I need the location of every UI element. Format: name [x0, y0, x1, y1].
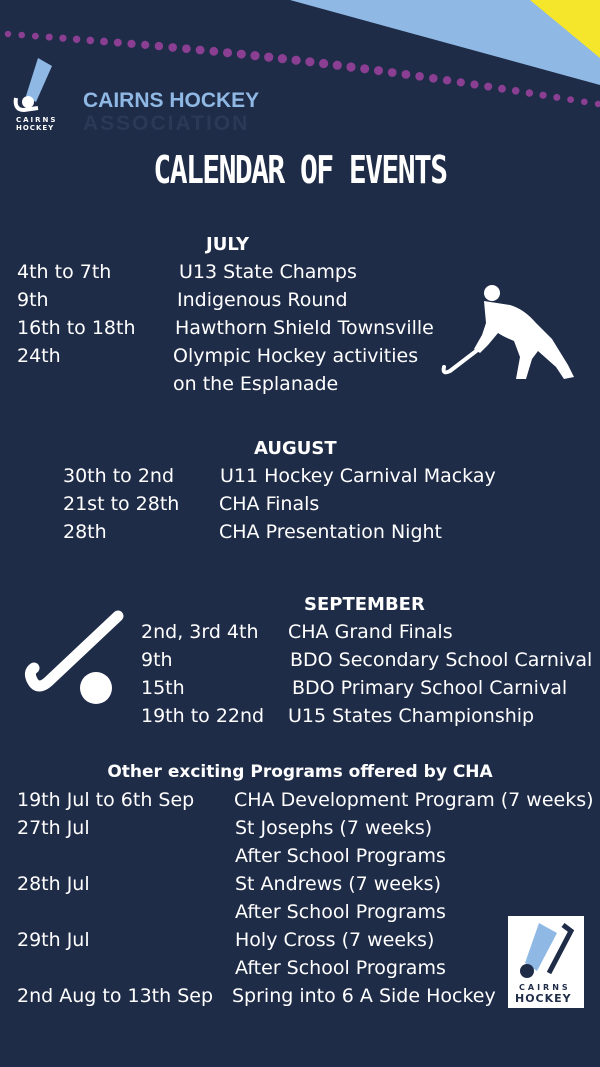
august-date: 21st to 28th: [63, 493, 180, 515]
dot: [360, 64, 369, 73]
august-date: 28th: [63, 521, 107, 543]
hockey-player-icon: [440, 283, 580, 383]
dot: [141, 41, 149, 49]
dot: [250, 51, 259, 60]
program-event: After School Programs: [235, 901, 446, 923]
dot: [415, 72, 424, 81]
dot: [429, 74, 438, 83]
dot: [278, 54, 287, 63]
july-date: 4th to 7th: [17, 261, 112, 283]
program-event: Spring into 6 A Side Hockey: [232, 985, 496, 1007]
dot: [346, 62, 355, 71]
dot: [73, 36, 80, 43]
dot: [59, 35, 66, 42]
dot: [581, 99, 588, 106]
september-event: BDO Secondary School Carnival: [290, 649, 593, 671]
july-event: Indigenous Round: [177, 289, 348, 311]
heading-programs: Other exciting Programs offered by CHA: [107, 762, 493, 782]
logo-subtitle: ASSOCIATION: [83, 112, 250, 135]
dot: [333, 61, 342, 70]
dot: [567, 96, 574, 103]
september-date: 15th: [141, 677, 185, 699]
program-event: After School Programs: [235, 957, 446, 979]
september-event: CHA Grand Finals: [288, 621, 453, 643]
dot: [100, 38, 108, 46]
dot: [595, 101, 600, 107]
dot: [388, 68, 397, 77]
program-date: 27th Jul: [17, 817, 90, 839]
dot: [5, 31, 11, 37]
dot: [484, 83, 492, 91]
program-date: 29th Jul: [17, 929, 90, 951]
july-date: 24th: [17, 345, 61, 367]
program-date: 28th Jul: [17, 873, 90, 895]
september-event: U15 States Championship: [288, 705, 535, 727]
dot: [196, 46, 205, 55]
dot: [526, 89, 533, 96]
program-event: St Andrews (7 weeks): [235, 873, 441, 895]
program-event: After School Programs: [235, 845, 446, 867]
logo-title: CAIRNS HOCKEY: [83, 89, 260, 112]
august-event: CHA Finals: [219, 493, 320, 515]
program-event: Holy Cross (7 weeks): [235, 929, 435, 951]
july-date: 16th to 18th: [17, 317, 136, 339]
dot: [319, 59, 328, 68]
september-date: 19th to 22nd: [141, 705, 265, 727]
dot: [457, 78, 465, 86]
badge-text-2: HOCKEY: [515, 992, 572, 1005]
logo-badge: [508, 916, 584, 1008]
heading-august: AUGUST: [254, 438, 337, 459]
program-event: CHA Development Program (7 weeks): [234, 789, 594, 811]
logo-small-text-2: HOCKEY: [16, 124, 55, 132]
dot: [470, 80, 478, 88]
dot: [155, 42, 163, 50]
dot: [553, 94, 560, 101]
august-event: U11 Hockey Carnival Mackay: [220, 465, 496, 487]
program-date: 2nd Aug to 13th Sep: [17, 985, 214, 1007]
heading-july: JULY: [206, 234, 250, 255]
dot: [512, 87, 520, 95]
heading-september: SEPTEMBER: [304, 594, 425, 615]
july-event: U13 State Champs: [179, 261, 357, 283]
dot: [18, 32, 25, 39]
program-date: 19th Jul to 6th Sep: [17, 789, 195, 811]
dot: [540, 92, 547, 99]
august-date: 30th to 2nd: [63, 465, 175, 487]
page-title: CALENDAR OF EVENTS: [153, 148, 447, 192]
dot: [443, 76, 451, 84]
badge-text-1: CAIRNS: [519, 983, 571, 992]
dot: [46, 34, 53, 41]
july-event: Hawthorn Shield Townsville: [175, 317, 434, 339]
july-date: 9th: [17, 289, 49, 311]
dot: [374, 66, 383, 75]
september-date: 2nd, 3rd 4th: [141, 621, 259, 643]
dot: [209, 47, 218, 56]
cairns-hockey-logo-icon: [509, 917, 583, 983]
dot: [114, 39, 122, 47]
dot: [292, 56, 301, 65]
september-event: BDO Primary School Carnival: [292, 677, 568, 699]
august-event: CHA Presentation Night: [219, 521, 442, 543]
dot: [305, 57, 314, 66]
dot: [402, 70, 411, 79]
logo-small-text-1: CAIRNS: [16, 116, 58, 124]
dot: [264, 53, 273, 62]
hockey-stick-ball-icon: [24, 610, 124, 710]
dot: [32, 33, 39, 40]
july-event: Olympic Hockey activities: [173, 345, 419, 367]
dot: [127, 40, 135, 48]
dot: [223, 48, 232, 57]
dot: [498, 85, 506, 93]
dot: [87, 37, 95, 45]
dot: [182, 44, 191, 53]
september-date: 9th: [141, 649, 173, 671]
dot: [168, 43, 177, 52]
program-event: St Josephs (7 weeks): [235, 817, 433, 839]
dot: [237, 50, 246, 59]
july-event: on the Esplanade: [173, 373, 339, 395]
